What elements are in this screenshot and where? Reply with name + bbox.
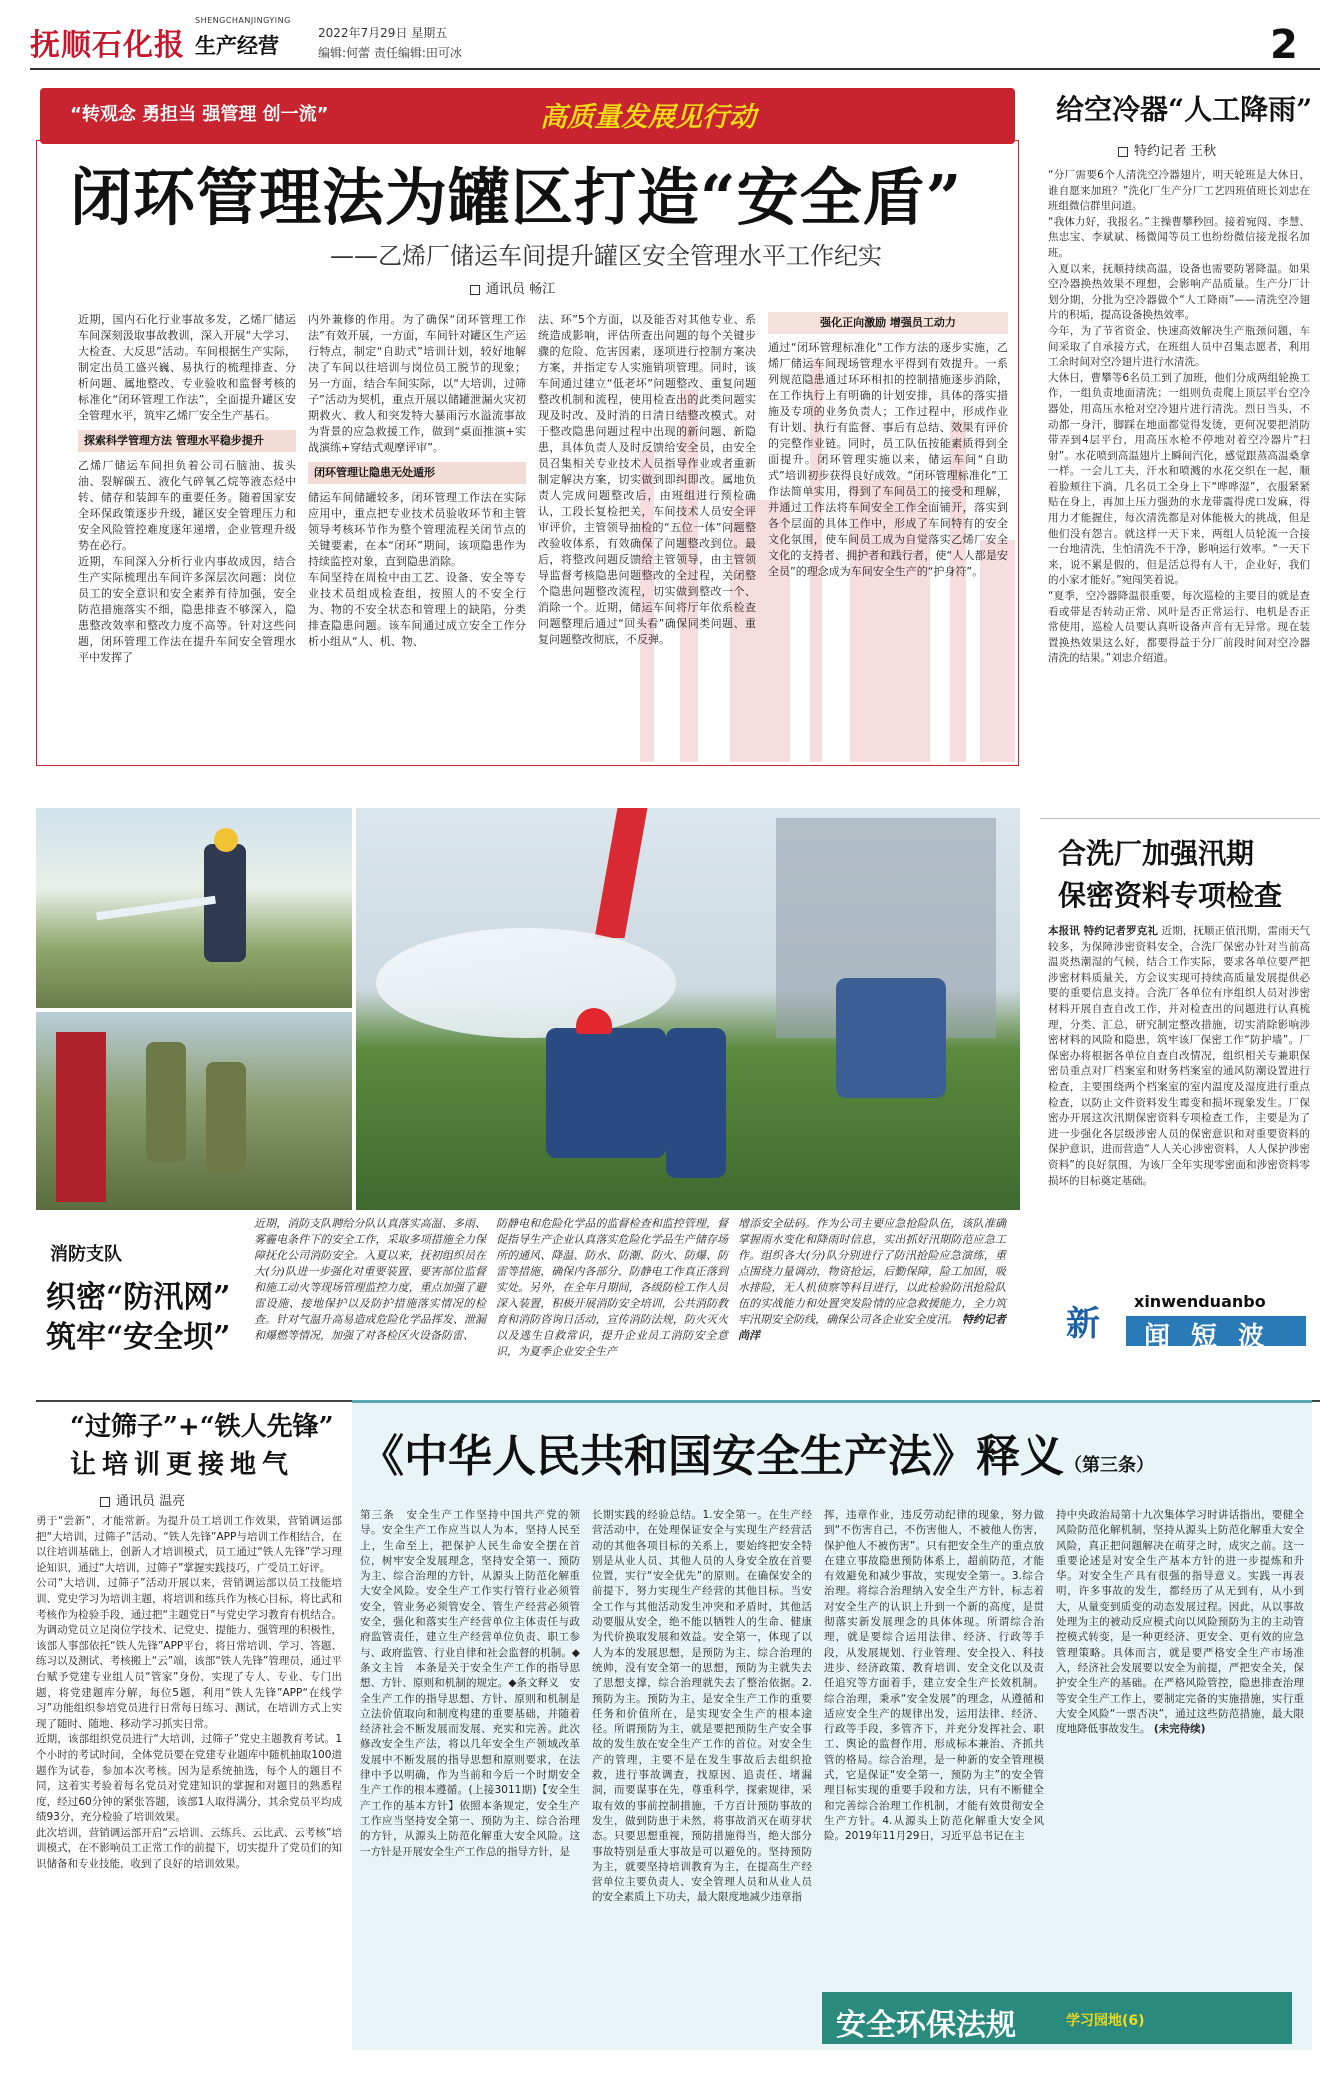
firefight-column-1 bbox=[254, 1216, 486, 1344]
square-bullet-icon bbox=[470, 285, 480, 295]
news-brief-char: 新 bbox=[1066, 1304, 1100, 1344]
paragraph: 近期，抚顺正值汛期，雷雨天气较多，为保障涉密资料安全，合洗厂保密办针对当前高温炎热潮湿的气候，结合工作实际，要求各单位要严把涉密材料质量关，方会议实现可持续高质量发展提供必要的重要信息支持。合洗厂各单位有序组织人员对涉密材料开展自查自改工作，并对检查出的问题进行认真梳理，分类、汇总，研究制定整改措施，切实消除影响涉密材料的风险和隐患，筑牢该厂保密工作“防护墙”。厂保密办将根据各单位自查自改情况，组织相关专兼职保密员重点对厂档案室和财务档案室的通风防潮设置进行检查，主要围绕两个档案室的室内温度及湿度进行重点检查，以防止文件资料发生霉变和损坏现象发生。厂保密办开展这次汛期保密资料专项检查工作，主要是为了进一步强化各层级涉密人员的保密意识和对重要资料的保护意识，进而营造“人人关心涉密资料，人人保护涉密资料”的良好氛围，为该厂全年实现零密面和涉密资料零损坏的目标奠定基础。 bbox=[1048, 925, 1311, 1187]
news-brief-title: 闻 短 波 bbox=[1144, 1322, 1271, 1352]
firefight-byline: 特约记者 尚洋 bbox=[738, 1313, 1007, 1342]
lead-byline bbox=[470, 278, 555, 297]
lead-subheadline: ——乙烯厂储运车间提升罐区安全管理水平工作纪实 bbox=[330, 242, 882, 270]
paragraph: 第三条 安全生产工作坚持中国共产党的领导。安全生产工作应当以人为本，坚持人民至上，生命至上，把保护人民生命安全摆在首位，树牢安全发展理念，坚持安全第一、预防为主、综合治理的方针，从源头上防范化解重大安全风险。安全生产工作实行管行业必须管安全，管业务必须管安全、管生产经营必须管安全，强化和落实生产经营单位主体责任与政府监管责任，建立生产经营单位负责、职工参与、政府监管、行业自律和社会监督的机制。◆条文主旨 本条是关于安全生产工作的指导思想、方针、原则和机制的规定。◆条文释义 安全生产工作的指导思想、方针、原则和机制是立法价值取向和制度构建的重要基础，并随着经济社会不断发展而发展、充实和完善。此次修改安全生产法，将以几年安全生产领域改革发展中不断发展的指导思想和原则要求，在法律中予以明确，作为当前和今后一个时期安全生产工作的根本遵循。(上接3011期)【安全生产工作的基本方针】依照本条规定，安全生产工作应当坚持安全第一、预防为主、综合治理的方针，从源头上防范化解重大安全风险。这一方针是开展安全生产工作总的指导方针，是 bbox=[360, 1509, 580, 1858]
banner-slogan: “转观念 勇担当 强管理 创一流” bbox=[70, 104, 329, 125]
paragraph: 近期，国内石化行业事故多发，乙烯厂储运车间深刻汲取事故教训，深入开展“大学习、大检查、大反思”活动。车间根据生产实际，制定出员工盛兴巍、易执行的梳理排查、分析问题、属地整改、专业验收和监督考核的标准化“闭环管理工作法”，全面提升罐区安全管理水平，筑牢乙烯厂安全生产基石。 bbox=[78, 313, 296, 422]
helmet-icon bbox=[214, 828, 238, 852]
section-subhead: 闭环管理让隐患无处遁形 bbox=[308, 462, 526, 484]
water-spray bbox=[96, 896, 216, 921]
paragraph: 车间坚持在周检中由工艺、设备、安全等专业技术员组成检查组，按照人的不安全行为、物的不安全状态和管理上的缺陷，分类排查隐患问题。该车间通过成立安全工作分析小组从“人、机、物、 bbox=[308, 571, 526, 648]
paragraph: 增添安全砝码。作为公司主要应急抢险队伍，该队准确掌握雨水变化和降雨时信息，实出抓好汛期防范应急工作。组织各大(分)队分别进行了防汛抢险应急演练，重点围绕力量调动，物资抢运，后勤保障，险工加固，吸水排险，无人机侦察等科目进行，以此检验防汛抢险队伍的实战能力和处置突发险情的应急救援能力，全力筑牢汛期安全防线，确保公司各企业安全度汛。 bbox=[738, 1217, 1006, 1326]
worker-figure bbox=[666, 1028, 726, 1178]
paragraph: 此次培训，营销调运部开启“云培训、云练兵、云比武、云考核”培训模式，在不影响员工正常工作的前提下，切实提升了党员们的知识储备和专业技能，收到了良好的培训效果。 bbox=[36, 1826, 342, 1871]
paragraph: “我体力好，我报名。”主操曹攀秒回。接着宛闯、李慧、焦忠宝、李斌斌、杨微闻等员工也纷纷微信接龙报名加班。 bbox=[1048, 215, 1310, 259]
paragraph: “夏季，空冷器降温很重要，每次巡检的主要目的就是查看或带是否转动正常、风叶是否正常运行、电机是否正常使用，巡检人员要认真听设备声音有无异常。现在装置换热效果这么好，都要得益于分厂前段时间对空冷器清洗的结果。”刘忠介绍道。 bbox=[1048, 590, 1310, 665]
air-cooler-headline: 给空冷器“人工降雨” bbox=[1056, 93, 1313, 126]
air-cooler-byline-text: 特约记者 王秋 bbox=[1134, 144, 1217, 159]
inspection-headline-line1: 合洗厂加强汛期 bbox=[1058, 837, 1255, 870]
paragraph: 今年，为了节省资金、快速高效解决生产瓶颈问题，车间采取了自承接方式，在班组人员中召集志愿者，利用工余时间对空冷翅片进行水清洗。 bbox=[1048, 324, 1310, 369]
air-cooler-byline bbox=[1118, 140, 1216, 159]
section-name: 生产经营 bbox=[195, 34, 279, 58]
section-subhead: 强化正向激励 增强员工动力 bbox=[768, 312, 1008, 334]
section-subhead: 探索科学管理方法 管理水平稳步提升 bbox=[78, 430, 296, 452]
paragraph: 乙烯厂储运车间担负着公司石脑油、拔头油、裂解碳五、液化气碎氧乙烷等液态烃中转、储存和装卸车的重要任务。随着国家安全环保政策逐步升级，罐区安全管理压力和安全风险管控难度逐年递增，企业管理升级势在必行。 bbox=[78, 459, 296, 552]
law-column-2 bbox=[592, 1508, 812, 1906]
training-headline-line2: 让培训更接地气 bbox=[70, 1450, 295, 1480]
section-pinyin: SHENGCHANJINGYING bbox=[195, 16, 291, 25]
paragraph: 勇于“尝新”，才能常新。为提升员工培训工作效果，营销调运部把“大培训，过筛子”活动、“铁人先锋”APP与培训工作相结合，在以往培训基础上，创新人才培训模式，员工通过“铁人先锋”学习理论知识，通过“大培训，过筛子”掌握实践技巧，广受员工好评。 bbox=[36, 1515, 342, 1574]
square-bullet-icon bbox=[100, 1497, 110, 1507]
soldier-figure bbox=[146, 1042, 186, 1162]
red-flag bbox=[595, 808, 648, 938]
banner-tagline: 高质量发展见行动 bbox=[540, 102, 756, 133]
inspection-body bbox=[1048, 924, 1310, 1189]
editor-line: 编辑:何蕾 责任编辑:田可冰 bbox=[318, 46, 462, 60]
law-column-3 bbox=[824, 1508, 1044, 1845]
lead-column-3 bbox=[538, 312, 756, 648]
paragraph: 防静电和危险化学品的监督检查和监控管理，督促指导生产企业认真落实危险化学品生产储存场所的通风、降温、防水、防潮、防火、防爆、防雷等措施，确保内各部分、防静电工作真正落到实处。另外，在全年月期间，各级防检工作人员深入装置，积极开展消防安全培训，公共消防教育和消防咨询日活动，宣传消防法规，防火灭火以及逃生自救常识，提升企业员工消防安全意识，为夏季企业安全生产 bbox=[496, 1217, 728, 1358]
paragraph: 通过“闭环管理标准化”工作方法的逐步实施，乙烯厂储运车间现场管理水平得到有效提升。一系列规范隐患通过环环相扣的控制措施逐步消除，在工作执行上有明确的计划安排，具体的落实措施及专项的业务负责人；工作过程中，形成作业有计划、执行有监督、事后有总结、效果有评价的完整作业链。同时，员工队伍按能素质得到全面提升。闭环管理实施以来，储运车间“自助式”培训初步获得良好成效。“闭环管理标准化”工作法简单实用，得到了车间员工的接受和理解，并通过工作法将车间安全工作全面铺开，落实到各个层面的具体工作中，形成了车间特有的安全文化氛围，使车间员工成为自觉落实乙烯厂安全文化的支持者、拥护者和践行者，使“人人都是安全员”的理念成为车间安全生产的“护身符”。 bbox=[768, 341, 1008, 578]
firefight-column-3 bbox=[738, 1216, 1006, 1344]
divider bbox=[1040, 818, 1320, 819]
soldier-figure bbox=[206, 1062, 246, 1172]
issue-date: 2022年7月29日 星期五 bbox=[318, 26, 448, 40]
firefighter-hose-photo bbox=[36, 808, 352, 1008]
training-byline bbox=[100, 1490, 185, 1509]
water-spray bbox=[376, 928, 676, 1038]
air-cooler-body bbox=[1048, 168, 1310, 667]
square-bullet-icon bbox=[1118, 147, 1128, 157]
news-brief-pinyin: xinwenduanbo bbox=[1134, 1292, 1266, 1311]
to-be-continued: (未完待续) bbox=[1153, 1723, 1206, 1736]
worker-group bbox=[836, 978, 946, 1098]
lead-headline: 闭环管理法为罐区打造“安全盾” bbox=[70, 161, 963, 234]
soldiers-inspection-photo bbox=[36, 1012, 352, 1210]
law-headline bbox=[360, 1420, 1154, 1484]
newspaper-logo: 抚顺石化报 bbox=[30, 28, 185, 63]
training-headline-line1: “过筛子”+“铁人先锋” bbox=[70, 1412, 334, 1442]
paragraph: 内外兼修的作用。为了确保“闭环管理工作法”有效开展，一方面，车间针对罐区生产运行特点，制定“自助式”培训计划，较好地解决了车间以往培训与岗位员工脱节的现象；另一方面，结合车间实际，以“大培训，过筛子”活动为契机，重点开展以储罐泄漏火灾初期救火、救人和突发特大暴雨污水溢流事故为背景的应急救援工作，做到“桌面推演+实战演练+穿结式观摩评审”。 bbox=[308, 313, 526, 454]
lead-column-2 bbox=[308, 312, 526, 650]
law-column-4 bbox=[1056, 1508, 1304, 1737]
safety-column-title: 安全环保法规 bbox=[836, 2008, 1016, 2043]
inspection-byline: 本报讯 特约记者罗克礼 bbox=[1048, 925, 1158, 937]
paragraph: 近期，该部组织党员进行“大培训，过筛子”党史主题教育考试。1个小时的考试时间，全体党员要在党建专业题库中随机抽取100道题作为试卷，参加本次考核。因为是系统抽选，每个人的题目不同，这着实考验着每名党员对党建知识的掌握和对题目的熟悉程度，经过60分钟的紧张答题，该部1人取得满分，其余党员平均成绩93分，充分检验了培训效果。 bbox=[36, 1733, 342, 1824]
paragraph: 公司“大培训，过筛子”活动开展以来，营销调运部以员工技能培训、党史学习为培训主题，将培训和练兵作为核心目标，将比武和考核作为检验手段，通过把“主题党日”与党史学习教育有机结合。为调动党员立足岗位学技术、记党史、提能力、强管理的积极性，该部人事部依托“铁人先锋”APP平台，将日常培训、学习、答题、练习以及测试、考核搬上“云”端，该部“铁人先锋”管理员，通过平台赋予党建专业组人员“管家”身份，实现了专人、专业、专门出题，将党建题库分解，每位5题，利用“铁人先锋”APP“在线学习”功能组织参培党员进行日常每日练习、测试，在培训方式上实现了随时、随地、移动学习抓实日常。 bbox=[36, 1577, 342, 1730]
law-column-1 bbox=[360, 1508, 580, 1860]
lead-column-1 bbox=[78, 312, 296, 666]
inspection-headline-line2: 保密资料专项检查 bbox=[1058, 879, 1283, 912]
emergency-drill-photo bbox=[356, 808, 1020, 1210]
worker-figure bbox=[546, 1028, 666, 1158]
training-body bbox=[36, 1514, 342, 1873]
news-brief-badge bbox=[1066, 1292, 1306, 1352]
law-headline-text: 《中华人民共和国安全生产法》释义 bbox=[360, 1431, 1064, 1482]
firefight-label: 消防支队 bbox=[50, 1244, 122, 1265]
lead-column-4 bbox=[768, 312, 1008, 580]
firefight-headline-line1: 织密“防汛网” bbox=[46, 1280, 231, 1315]
paragraph: 近期，消防支队聘给分队认真落实高温、多雨、雾霾电条件下的安全工作，采取多项措施全力保障抚化公司消防安全。入夏以来，抚初组织员在大(分)队进一步强化对重要装置、要害部位监督和施工动火等现场管理监控力度，重点加强了避雷设施、接地保护以及防护措施落实情况的检查。针对气温升高易造成危险化学品挥发、泄漏和爆燃等情况，加强了对各检区火设备防雷、 bbox=[254, 1217, 486, 1342]
lead-byline-text: 通讯员 畅江 bbox=[486, 282, 556, 297]
paragraph: 入夏以来，抚顺持续高温，设备也需要防署降温。如果空冷器换热效果不理想，会影响产品质量。生产分厂计划分期，分批为空冷器做个“人工降雨”——清洗空冷翅片的积垢，提高设备换热效率。 bbox=[1048, 262, 1310, 322]
paragraph: 近期，车间深入分析行业内事故成因，结合生产实际梳理出车间许多深层次问题：岗位员工的安全意识和安全素养有待加强，安全防范措施落实不细，隐患排查不够深入，隐患整改效率和整改力度不高等。针对这些问题，闭环管理工作法在提升车间安全管理水平中发挥了 bbox=[78, 555, 296, 664]
paragraph: 储运车间储罐较多，闭环管理工作法在实际应用中，重点把专业技术员验收环节和主管领导考核环节作为整个管理流程关闭节点的关键要素，在本“闭环”期间，该项隐患作为持续监控对象，直到隐患消除。 bbox=[308, 491, 526, 568]
paragraph: 挥，违章作业，违反劳动纪律的现象，努力做到“不伤害自己，不伤害他人，不被他人伤害，保护他人不被伤害”。只有把安全生产的重点放在建立事故隐患预防体系上，超前防范，才能有效避免和减少事故，实现安全第一。3.综合治理。将综合治理纳入安全生产方针，标志着对安全生产的认识上升到一个新的高度，是贯彻落实新发展理念的具体体现。所谓综合治理，就是要综合运用法律、经济、行政等手段，从发展规划、行业管理、安全投入、科技进步、经济政策、教育培训、安全文化以及责任追究等方面着手，建立安全生产长效机制。综合治理，秉承“安全发展”的理念，从遵循和适应安全生产的规律出发，运用法律、经济、行政等手段，多管齐下，并充分发挥社会、职工、舆论的监督作用，形成标本兼治、齐抓共管的格局。综合治理，是一种新的安全管理模式，它是保证“安全第一，预防为主”的安全管理目标实现的重要手段和方法，只有不断健全和完善综合治理工作机制，才能有效贯彻安全生产方针。4.从源头上防范化解重大安全风险。2019年11月29日，习近平总书记在主 bbox=[824, 1509, 1044, 1843]
paragraph: “分厂需要6个人清洗空冷器翅片，明天轮班是大休日，谁自愿来加班？”洗化厂生产分厂工艺四班值班长刘忠在班组微信群里问道。 bbox=[1048, 169, 1310, 213]
law-headline-suffix: （第三条） bbox=[1064, 1455, 1154, 1476]
paragraph: 持中央政治局第十九次集体学习时讲话指出，要健全风险防范化解机制，坚持从源头上防范化解重大安全风险，真正把问题解决在萌芽之时，成灾之前。这一重要论述是对安全生产基本方针的进一步提炼和升华。对安全生产具有很强的指导意义。实践一再表明，许多事故的发生，都经历了从无到有，从小到大，从量变到质变的动态发展过程。因此，从以事故处理为主的被动反应模式向以风险预防为主的主动管控模式转变，是一种更经济、更安全、更有效的应急管理策略。具体而言，就是要严格安全生产市场准入，经济社会发展要以安全为前提，严把安全关，保护安全生产的基础。在严格风险管控，隐患排查治理等安全生产工作上，要制定完备的实施措施，实行重大安全风险“一票否决”，通过这些防范措施，最大限度地降低事故发生。 bbox=[1056, 1509, 1304, 1736]
training-byline-text: 通讯员 温亮 bbox=[116, 1494, 186, 1509]
paragraph: 大休日，曹攀等6名员工到了加班，他们分成两组轮换工作，一组负责地面清洗；一组则负责爬上顶层平台空冷器处，用高压水枪对空冷翅片进行清洗。烈日当头，不动都一身汗，脚踩在地面都觉得发烫，更何况要把消防带弄到4层平台，用高压水枪不停地对着空冷器片“扫射”。水花喷到高温翅片上瞬间汽化，感觉跟蒸高温桑拿一样。一会儿工夫，汗水和喷溅的水花交织在一起，顺着脸颊往下淌，几名员工全身上下“哗哗湿”，衣服紧紧贴在身上，再加上压力强劲的水龙带震得虎口发麻，得用力才能握住，每次清洗都是对体能极大的挑战，但是他们没有怨言。就这样一天下来，两组人员轮流一合接一台地清洗，生怕清洗不干净，影响运行效率。“一天下来，说不累是假的，但是活总得有人干，企业好，我们的小家才能好。”宛闯笑着说。 bbox=[1048, 371, 1310, 587]
safety-column-subtitle: 学习园地(6) bbox=[1066, 2013, 1145, 2029]
page-number: 2 bbox=[1270, 22, 1298, 68]
paragraph: 法、环”5个方面，以及能否对其他专业、系统造成影响，评估所查出问题的每个关键步骤的危险、危害因素，逐项进行控制方案决方案，并指定专人实施销项管理。同时，该车间通过建立“低老坏”问题整改、重复问题整改机制和流程，使用检查出的此类问题实现及时改、及时消的日清日结整改模式。对于整改隐患问题过程中出现的新问题、新隐患，具体负责人及时反馈给安全员，由安全员召集相关专业技术人员指导作业或者重新制定解决方案，切实做到即纠即改。属地负责人完成问题整改后，由班组进行预检确认，工段长复检把关，车间技术人员安全评审评价，主管领导抽检的“五位一体”问题整改验收体系，有效确保了问题整改到位。最后，将整改问题反馈给主管领导，由主管领导监督考核隐患问题整改的全过程，关闭整个隐患问题整改流程，切实做到整改一个、消除一个。近期，储运车间将厅年依系检查问题整理后通过“回头看”确保同类问题、重复问题整改彻底，不反弹。 bbox=[538, 313, 756, 646]
paragraph: 长期实践的经验总结。1.安全第一。在生产经营活动中，在处理保证安全与实现生产经营活动的其他各项目标的关系上，要始终把安全特别是从业人员、其他人员的人身安全放在首要位置，实行“安全优先”的原则。在确保安全的前提下，努力实现生产经营的其他目标。当安全工作与其他活动发生冲突和矛盾时，其他活动要服从安全，绝不能以牺牲人的生命、健康为代价换取发展和效益。安全第一，体现了以人为本的发展思想，是预防为主、综合治理的统帅，没有安全第一的思想，预防为主就失去了思想支撑，综合治理就失去了整治依据。2.预防为主。预防为主，是安全生产工作的重要任务和价值所在，是实现安全生产的根本途径。所谓预防为主，就是要把预防生产安全事故的发生放在安全生产工作的首位。对安全生产的管理，主要不是在发生事故后去组织抢救，进行事故调查，找原因、追责任、堵漏洞，而要谋事在先，尊重科学，探索规律，采取有效的事前控制措施，千方百计预防事故的发生，做到防患于未然，将事故消灭在萌芽状态。只要思想重视，预防措施得当，绝大部分事故特别是重大事故是可以避免的。坚持预防为主，就要坚持培训教育为主，在提高生产经营单位主要负责人、安全管理人员和从业人员的安全素质上下功夫，最大限度地减少违章指 bbox=[592, 1509, 812, 1904]
fire-truck bbox=[56, 1032, 106, 1202]
firefight-headline-line2: 筑牢“安全坝” bbox=[46, 1320, 231, 1355]
firefight-column-2 bbox=[496, 1216, 728, 1360]
